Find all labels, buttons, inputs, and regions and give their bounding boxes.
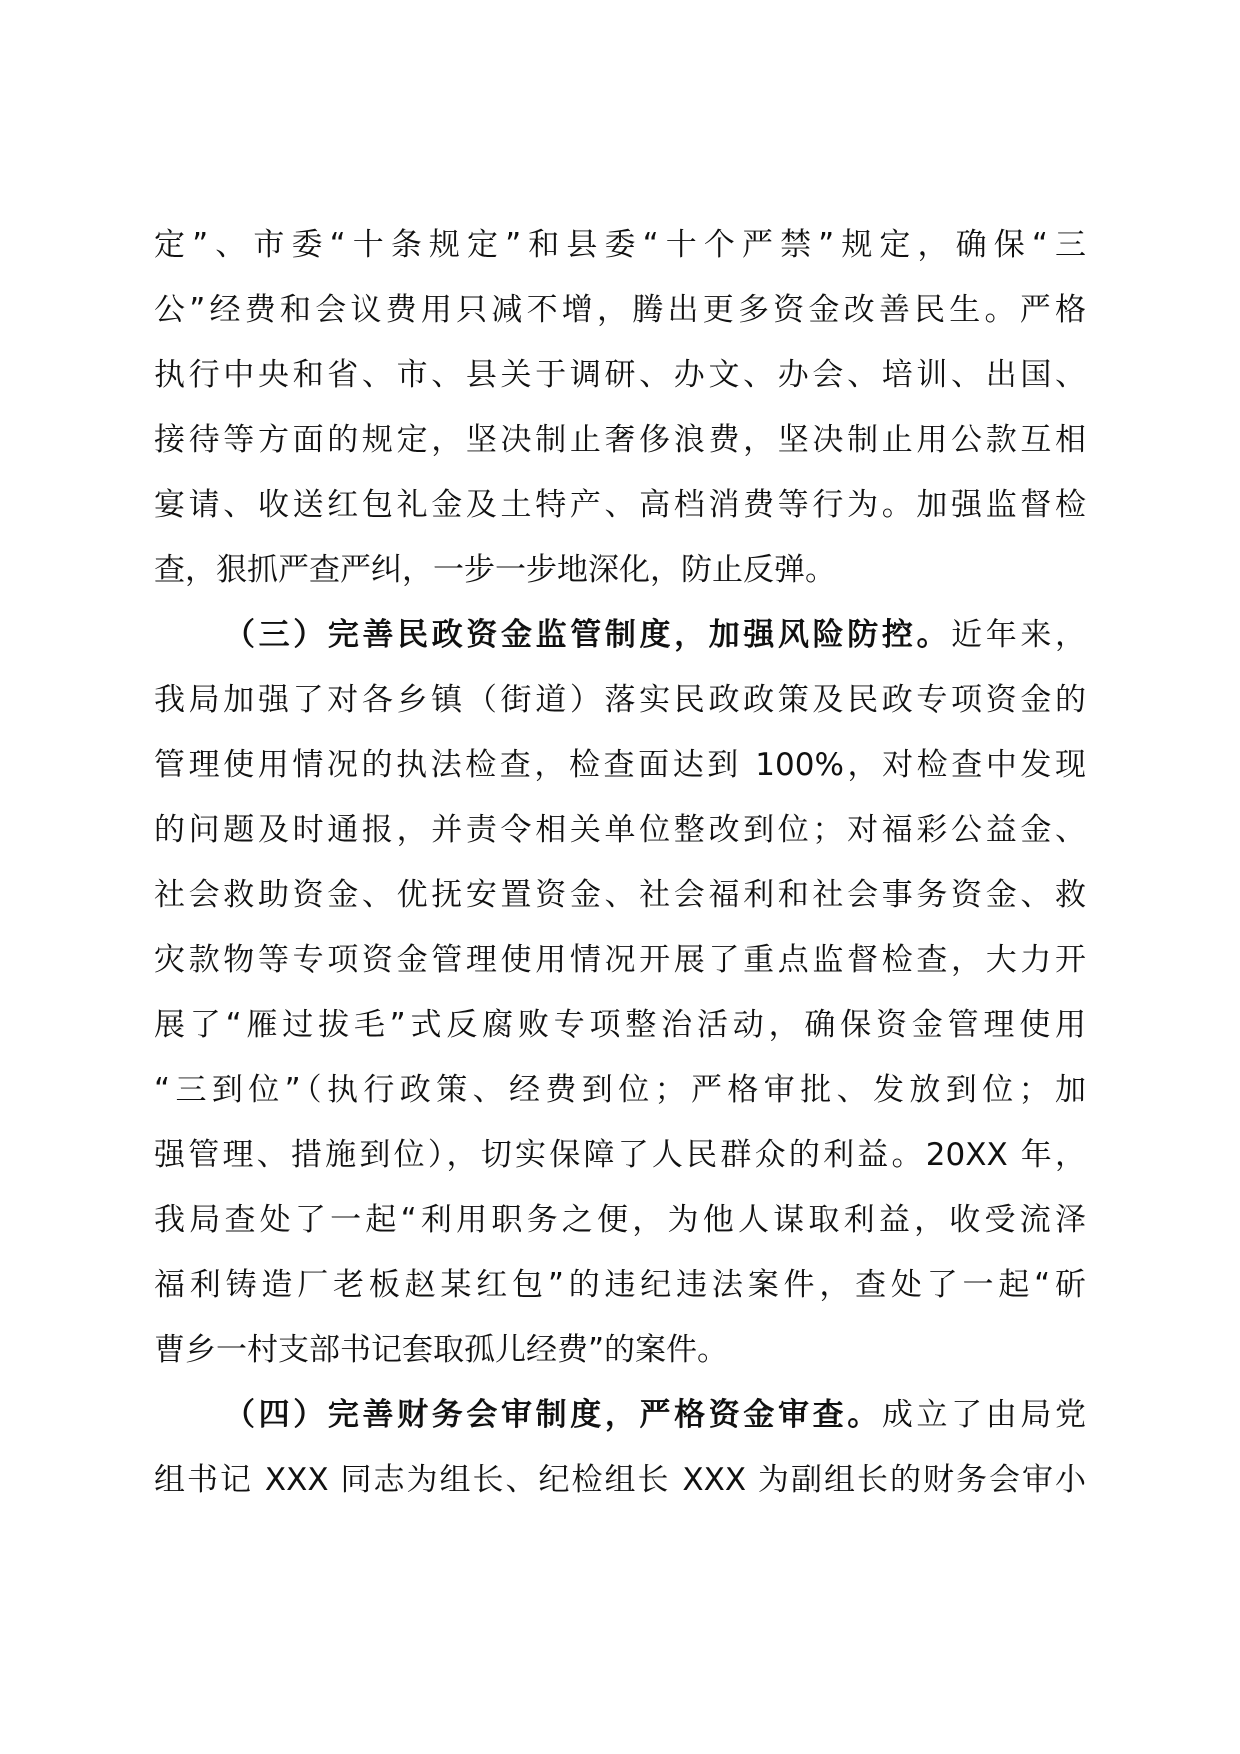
text-line: 管理使用情况的执法检查，检查面达到 100%，对检查中发现 [154, 747, 1086, 783]
text-line: 我局加强了对各乡镇（街道）落实民政政策及民政专项资金的 [154, 682, 1086, 718]
text-line: 宴请、收送红包礼金及土特产、高档消费等行为。加强监督检 [154, 487, 1086, 523]
text-line: 查，狠抓严查严纠，一步一步地深化，防止反弹。 [154, 552, 836, 588]
text-line: 接待等方面的规定，坚决制止奢侈浪费，坚决制止用公款互相 [154, 422, 1086, 458]
text-line: 展了“雁过拔毛”式反腐败专项整治活动，确保资金管理使用 [154, 1007, 1086, 1043]
text-line: 灾款物等专项资金管理使用情况开展了重点监督检查，大力开 [154, 942, 1086, 978]
paragraph-section-4 [154, 1383, 1086, 1513]
text-line: 曹乡一村支部书记套取孤儿经费”的案件。 [154, 1332, 729, 1368]
section-heading: （四）完善财务会审制度，严格资金审查。 [224, 1397, 882, 1433]
paragraph-continued [154, 213, 1086, 603]
text-line: 组书记 XXX 同志为组长、纪检组长 XXX 为副组长的财务会审小 [154, 1462, 1086, 1498]
text-line: 福利铸造厂老板赵某红包”的违纪违法案件，查处了一起“斫 [154, 1267, 1086, 1303]
paragraph-section-3 [154, 603, 1086, 1383]
document-page [154, 213, 1086, 1513]
text-line: 执行中央和省、市、县关于调研、办文、办会、培训、出国、 [154, 357, 1086, 393]
text-line: “三到位”（执行政策、经费到位；严格审批、发放到位；加 [154, 1072, 1086, 1108]
text-run: 成立了由局党 [881, 1397, 1086, 1433]
text-line: 定”、市委“十条规定”和县委“十个严禁”规定，确保“三 [154, 227, 1086, 263]
text-line: 强管理、措施到位），切实保障了人民群众的利益。20XX 年， [154, 1137, 1086, 1173]
text-run: 近年来， [951, 617, 1086, 653]
text-line: 公”经费和会议费用只减不增，腾出更多资金改善民生。严格 [154, 292, 1086, 328]
text-line: 社会救助资金、优抚安置资金、社会福利和社会事务资金、救 [154, 877, 1086, 913]
text-line [154, 1383, 1086, 1448]
section-heading: （三）完善民政资金监管制度，加强风险防控。 [224, 617, 952, 653]
text-line: 我局查处了一起“利用职务之便，为他人谋取利益，收受流泽 [154, 1202, 1086, 1238]
text-line [154, 603, 1086, 668]
text-line: 的问题及时通报，并责令相关单位整改到位；对福彩公益金、 [154, 812, 1086, 848]
